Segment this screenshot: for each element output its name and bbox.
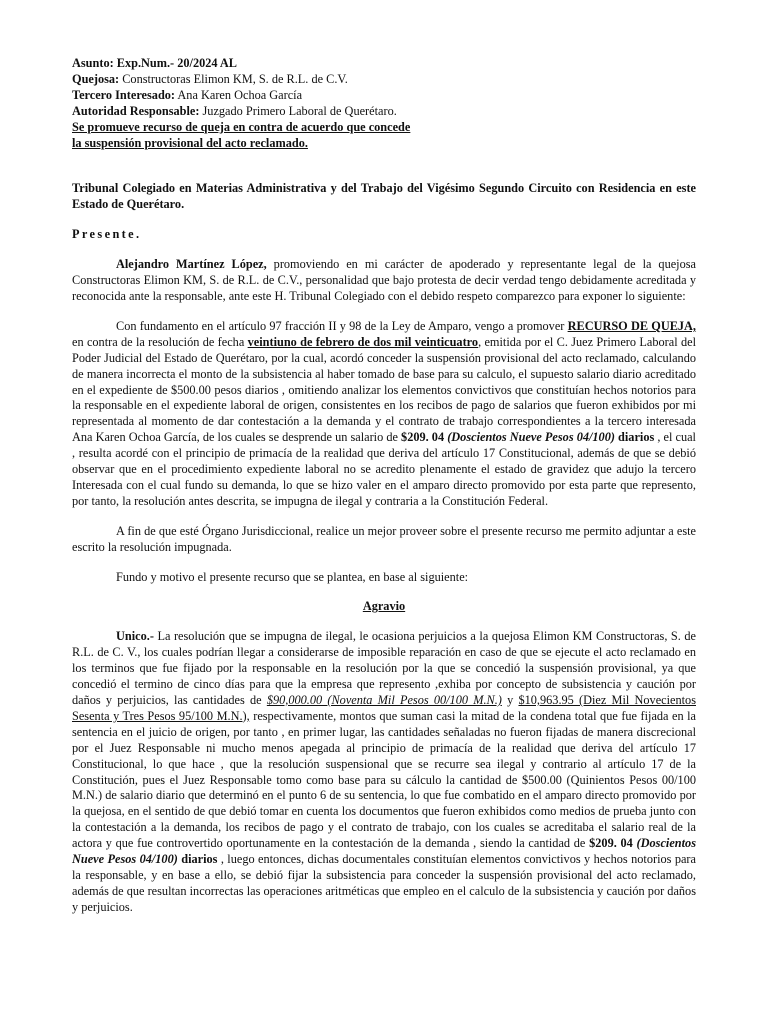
recurso-text-a: Con fundamento en el artículo 97 fracción II y 98 de la Ley de Amparo, vengo a promover	[116, 318, 568, 333]
quejosa-label: Quejosa:	[72, 71, 120, 86]
resumen-line-1: Se promueve recurso de queja en contra de acuerdo que concede	[72, 119, 411, 134]
paragraph-intro	[72, 257, 696, 305]
agravio-heading: Agravio	[362, 599, 406, 614]
unico-label: Unico.-	[116, 629, 154, 644]
salario-diarios: diarios	[614, 430, 655, 445]
recurso-text-c: , emitida por el C. Juez Primero Laboral del Poder Judicial del Estado de Querétaro, por la cual, acordó conceder la suspensión provisional del acto reclamado, calculando de manera incorrecta el monto de la subsistencia al haber tomado de base para su calculo, el supuesto salario diario acreditado en el expediente de $500.00 pesos diarios , omitiendo analizar los elementos convictivos que constituían hechos notorios para la responsable en el expediente laboral de origen, consistentes en los recibos de pago de salarios que fueron exhibidos por mi representada al momento de dar contestación a la demanda y el contrato de trabajo correspondientes a la tercero interesada Ana Karen Ochoa García, de los cuales se desprende un salario de	[72, 334, 696, 445]
agravio-text-a: La resolución que se impugna de ilegal, le ocasiona perjuicios a la quejosa Elimon KM Constructoras, S. de R.L. de C. V., los cuales podrían llegar a considerarse de imposible reparación en caso de que se ejecute el acto reclamado en los terminos que fue fijado por la responsable en la resolución por la que se concedió la suspensión provisional, ya que concedió el termino de cinco días para que la empresa que represento ,exhiba por concepto de subsistencia y caución por daños y perjuicios, las cantidades de	[72, 629, 696, 707]
recurso-text-b: en contra de la resolución de fecha	[72, 334, 248, 349]
autoridad-label: Autoridad Responsable:	[72, 103, 200, 118]
intro-text: promoviendo en mi carácter de apoderado y representante legal de la quejosa Constructoras Elimon KM, S. de R.L. de C.V., personalidad que bajo protesta de decir verdad tengo debidamente acreditada y reconocida ante la responsable, ante este H. Tribunal Colegiado con el debido respeto comparezco para exponer lo siguiente:	[72, 257, 696, 303]
salario-monto-letra-2: (Doscientos Nueve Pesos 04/100)	[72, 836, 696, 867]
presente-heading: Presente.	[72, 227, 142, 242]
recurso-de-queja: RECURSO DE QUEJA,	[567, 318, 697, 333]
salario-monto: $209. 04	[401, 430, 445, 445]
recurso-text-d: , el cual , resulta acordé con el principio de primacía de la realidad que deriva del artículo 17 Constitucional, además de que se debió observar que en el procedimiento expediente laboral no se acredito plenamente el estado de gravidez que adujo la tercero Interesada con el cual fundo su demanda, lo que se hizo valer en el amparo directo promovido por esta parte que represento, por tanto, la resolución antes descrita, se impugna de ilegal y contraria a la Constitución Federal.	[72, 430, 696, 508]
agravio-text-b: y	[501, 693, 519, 707]
salario-monto-letra: (Doscientos Nueve Pesos 04/100)	[444, 430, 615, 445]
agravio-text-c: respectivamente, montos que suman casi la mitad de la condena total que fue fijada en la sentencia en el juicio de origen, por tanto , en primer lugar, las cantidades señaladas no fueron fijadas de manera discrecional por el Juez Responsable ni mucho menos apegada al principio de primacía de la realidad que deriva del artículo 17 Constitucional, lo que hace , que la resolución suspensional que se recurre sea ilegal y contrario al artículo 17 de la Constitución, pues el Juez Responsable tomo como base para su cálculo la cantidad de $500.00 (Quinientos Pesos 00/100 M.N.) de salario diario que determinó en el punto 6 de su sentencia, lo que fue combatido en el amparo directo promovido por la quejosa, en el sentido de que debió tomar en cuenta los documentos que fueron exhibidos como medios de prueba junto con la contestación a la demanda, los recibos de pago y el contrato de trabajo, con los cuales se acreditaba el salario real de la actora y que fue controvertido oportunamente en la contestación de la demanda , siendo la cantidad de	[72, 708, 696, 851]
quejosa-line	[72, 72, 696, 88]
tercero-label: Tercero Interesado:	[72, 87, 176, 102]
resumen-line-2: la suspensión provisional del acto reclamado.	[72, 135, 308, 150]
salario-monto-2: $209. 04	[589, 836, 633, 851]
cantidad-subsistencia: $90,000.00 (Noventa Mil Pesos 00/100 M.N.)	[266, 693, 502, 707]
fecha-resolucion: veintiuno de febrero de dos mil veinticuatro	[247, 334, 479, 349]
tercero-line	[72, 88, 696, 104]
promovente-name: Alejandro Martínez López,	[116, 257, 267, 272]
tribunal-addressee: Tribunal Colegiado en Materias Administrativa y del Trabajo del Vigésimo Segundo Circuito con Residencia en este Estado de Querétaro.	[72, 181, 696, 212]
autoridad-value: Juzgado Primero Laboral de Querétaro.	[199, 103, 397, 118]
paragraph-proveer: A fin de que esté Órgano Jurisdiccional, realice un mejor proveer sobre el presente recurso me permito adjuntar a este escrito la resolución impugnada.	[72, 523, 696, 554]
tercero-value: Ana Karen Ochoa García	[175, 87, 303, 102]
paragraph-fundo: Fundo y motivo el presente recurso que se plantea, en base al siguiente:	[116, 569, 469, 584]
asunto-line: Asunto: Exp.Num.- 20/2024 AL	[72, 56, 238, 70]
paragraph-agravio-unico	[72, 629, 696, 915]
salario-diarios-2: diarios	[177, 852, 218, 867]
paragraph-recurso	[72, 319, 696, 510]
autoridad-line	[72, 104, 696, 120]
cantidad-caucion: $10,963.95 (Diez Mil Novecientos Sesenta y Tres Pesos 95/100 M.N.),	[72, 693, 696, 723]
quejosa-value: Constructoras Elimon KM, S. de R.L. de C.V.	[119, 71, 348, 86]
agravio-text-d: , luego entonces, dichas documentales constituían elementos convictivos y hechos notorios para la responsable, y en base a ello, se debió fijar la subsistencia para conceder la suspensión provisional del acto reclamado, además de que resultan incorrectas las operaciones aritméticas que empleo en el calculo de la subsistencia y caución por daños y perjuicios.	[72, 852, 696, 914]
